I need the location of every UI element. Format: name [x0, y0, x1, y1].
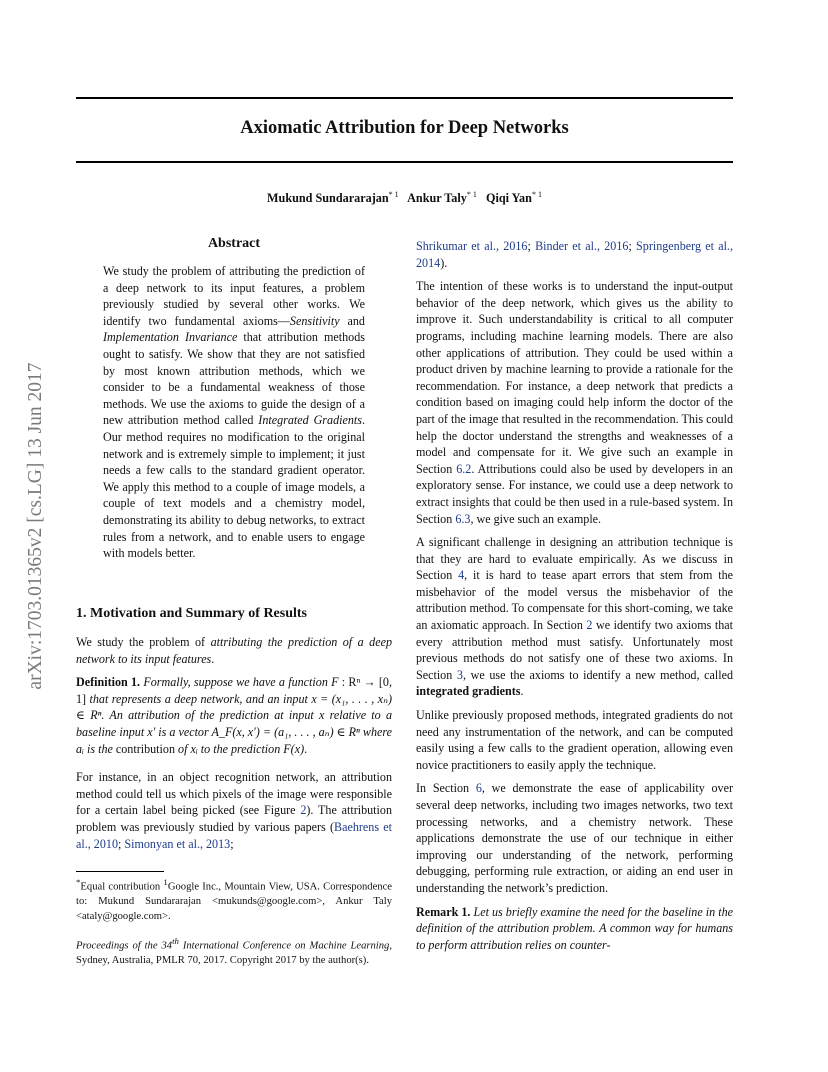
- intro-paragraph: [76, 634, 392, 667]
- text-part: International Conference on Machine Learning: [178, 940, 390, 952]
- text-part: of: [178, 741, 191, 756]
- citation-link[interactable]: Simonyan et al., 2013: [124, 836, 231, 851]
- text-part: ). The attribution problem was previously studied by various papers (: [76, 803, 392, 834]
- text-part: where: [359, 724, 392, 739]
- text-part: We study the problem of: [76, 635, 211, 649]
- author-affiliation-mark: * 1: [531, 190, 542, 199]
- text-part: that represents a deep network, and an input: [86, 691, 312, 706]
- author-list: [76, 190, 733, 206]
- text-part: ;: [628, 239, 637, 253]
- text-part: ).: [440, 255, 448, 270]
- citation-link[interactable]: Baehrens et al., 2010: [76, 819, 392, 851]
- citation-link[interactable]: Springenberg et al., 2014: [416, 239, 733, 270]
- text-part: ;: [230, 836, 234, 851]
- text-part: ;: [118, 836, 125, 851]
- abstract-text: [103, 263, 365, 562]
- math: :: [338, 675, 349, 690]
- text-part: . Attributions could also be used by developers in an exploratory sense. For instance, we could use a deep network to extract insights that could be then used in a rule-based system. In Section: [416, 461, 733, 526]
- text-part: Let us briefly examine the need for the baseline in the definition of the attribution problem. A common way for humans to perform attribution relies on counter-: [416, 904, 733, 952]
- text-part: For instance, in an object recognition network, an attribution method could tell us which pixels of the image were responsible for a certain label being picked (see Figure: [76, 770, 392, 818]
- math: aᵢ: [76, 741, 84, 756]
- author-affiliation-mark: * 1: [388, 190, 399, 199]
- text-part: .: [211, 651, 215, 666]
- remark-label: Remark 1.: [416, 904, 471, 919]
- text-part: th: [172, 936, 179, 946]
- citation-link[interactable]: Shrikumar et al., 2016: [416, 239, 528, 253]
- author-name: Ankur Taly: [407, 191, 467, 206]
- title-top-rule: [76, 97, 733, 99]
- section-link[interactable]: 6.2: [456, 461, 472, 476]
- unlike-paragraph: Unlike previously proposed methods, integrated gradients do not need any instrumentation of the network, and can be computed easily using a few calls to the gradient operation, allowing even novice practitioners to easily apply the technique.: [416, 708, 733, 772]
- text-part: , Sydney, Australia, PMLR 70, 2017. Copyright 2017 by the author(s).: [76, 940, 392, 967]
- instance-paragraph: [76, 769, 392, 852]
- text-part: contribution: [112, 741, 179, 756]
- abstract-text-part: . Our method requires no modification to the original network and is extremely simple to implement; it just needs a few calls to the standard gradient operator. We apply this method to a couple of image models, a couple of text models and a chemistry model, demonstrating its ability to debug networks, to extract rules from a network, and to enable users to engage with models better.: [103, 413, 365, 561]
- applicability-paragraph: [416, 780, 733, 896]
- arxiv-identifier: arXiv:1703.01365v2 [cs.LG] 13 Jun 2017: [25, 362, 46, 690]
- text-part: relative to a baseline input: [76, 708, 392, 739]
- author-affiliation-mark: * 1: [466, 190, 477, 199]
- text-part: .: [304, 741, 308, 756]
- math: Rⁿ → [0, 1]: [76, 675, 392, 706]
- abstract-text-part: We study the problem of attributing the prediction of a deep network to its input features, a problem previously studied by several other works. We identify two fundamental axioms—: [103, 264, 365, 328]
- section-link[interactable]: 2: [586, 618, 593, 633]
- challenge-paragraph: [416, 534, 733, 700]
- footnote-mark: *: [76, 877, 81, 887]
- citation-continuation: [416, 238, 733, 271]
- text-part: .: [520, 684, 524, 699]
- left-column-body: [76, 634, 392, 859]
- definition-paragraph: [76, 674, 392, 757]
- text-part: Google Inc., Mountain View, USA. Correspondence to: Mukund Sundararajan <mukunds@google.com>, Ankur Taly <ataly@google.com>.: [76, 881, 392, 922]
- text-part: is the: [83, 741, 113, 756]
- text-part: is a vector: [155, 724, 212, 739]
- footnote-mark: 1: [163, 877, 168, 887]
- text-part: , we use the axioms to identify a new method, called: [462, 667, 733, 682]
- figure-link[interactable]: 2: [300, 803, 307, 818]
- right-column-body: [416, 238, 733, 960]
- text-part: , we demonstrate the ease of applicability over several deep networks, including two images networks, two text processing networks, and a chemistry network. These applications demonstrate the use of our technique in either improving our understanding of the network, performing debugging, performing rule extraction, or aiding an end user in understanding the network’s prediction.: [416, 781, 733, 895]
- text-part: Proceedings of the 34: [76, 940, 173, 952]
- text-part: to the prediction: [197, 741, 284, 756]
- math: x = (x₁, . . . , xₙ) ∈ Rⁿ: [76, 691, 392, 723]
- title-bottom-rule: [76, 161, 733, 163]
- text-part: Equal contribution: [80, 881, 164, 893]
- abstract-text-part: that attribution methods ought to satisfy. We show that they are not satisfied by most known attribution methods, which we consider to be a fundamental weakness of those methods. We use the axioms to guide the design of a new attribution method called: [103, 330, 365, 428]
- text-part: we identify two axioms that every attribution method must satisfy. Unfortunately most previous methods do not satisfy one of these two axioms. In Section: [416, 618, 733, 682]
- section-link[interactable]: 4: [458, 568, 465, 583]
- footnote: [76, 875, 392, 924]
- math: xᵢ: [190, 741, 198, 756]
- math: x: [318, 708, 325, 723]
- sensitivity-term: Sensitivity: [289, 313, 340, 328]
- math: F(x): [283, 741, 305, 756]
- text-part: . An attribution of the prediction at input: [101, 708, 319, 723]
- text-part: , we give such an example.: [470, 511, 602, 526]
- citation-link[interactable]: Binder et al., 2016: [535, 239, 629, 253]
- paper-title: Axiomatic Attribution for Deep Networks: [240, 118, 569, 138]
- integrated-gradients-term: integrated gradients: [416, 684, 521, 699]
- implementation-invariance-term: Implementation Invariance: [103, 330, 238, 345]
- abstract-heading: Abstract: [207, 236, 261, 251]
- footnote-rule: [76, 871, 164, 872]
- abstract-text-part: and: [339, 313, 365, 328]
- section-link[interactable]: 6.3: [455, 511, 471, 526]
- definition-label: Definition 1.: [76, 675, 141, 690]
- text-part: ;: [527, 239, 536, 253]
- remark-paragraph: [416, 904, 733, 954]
- text-part: attributing the prediction of a deep network to its input features: [76, 635, 392, 666]
- section-link[interactable]: 3: [456, 667, 463, 682]
- proceedings-note: [76, 934, 392, 969]
- math: x′: [147, 724, 156, 739]
- text-part: A significant challenge in designing an attribution technique is that they are hard to evaluate empirically. As we discuss in Section: [416, 535, 733, 583]
- math: F: [331, 675, 339, 690]
- text-part: , it is hard to tease apart errors that stem from the misbehavior of the model versus the misbehavior of the attribution method. To compensate for this short-coming, we take an axiomatic approach. In Section: [416, 568, 733, 633]
- math: A_F(x, x′) = (a₁, . . . , aₙ) ∈ Rⁿ: [211, 724, 360, 739]
- text-part: In Section: [416, 781, 476, 796]
- text-part: The intention of these works is to understand the input-output behavior of the deep network, which gives us the ability to improve it. Such understandability is critical to all computer programs, including machine learning models. There are also other applications of attribution. They could be used within a product driven by machine learning to provide a rationale for the recommendation. For instance, a deep network that predicts a condition based on imaging could help inform the doctor of the part of the image that resulted in the recommendation. This could help the doctor understand the strengths and weaknesses of a model and compensate for it. We give such an example in Section: [416, 279, 733, 476]
- section-heading: 1. Motivation and Summary of Results: [76, 606, 308, 621]
- author-name: Qiqi Yan: [485, 191, 532, 206]
- intention-paragraph: [416, 278, 733, 527]
- integrated-gradients-term: Integrated Gradients: [258, 413, 362, 428]
- text-part: Formally, suppose we have a function: [140, 675, 332, 690]
- section-link[interactable]: 6: [475, 781, 482, 796]
- author-name: Mukund Sundararajan: [267, 191, 389, 206]
